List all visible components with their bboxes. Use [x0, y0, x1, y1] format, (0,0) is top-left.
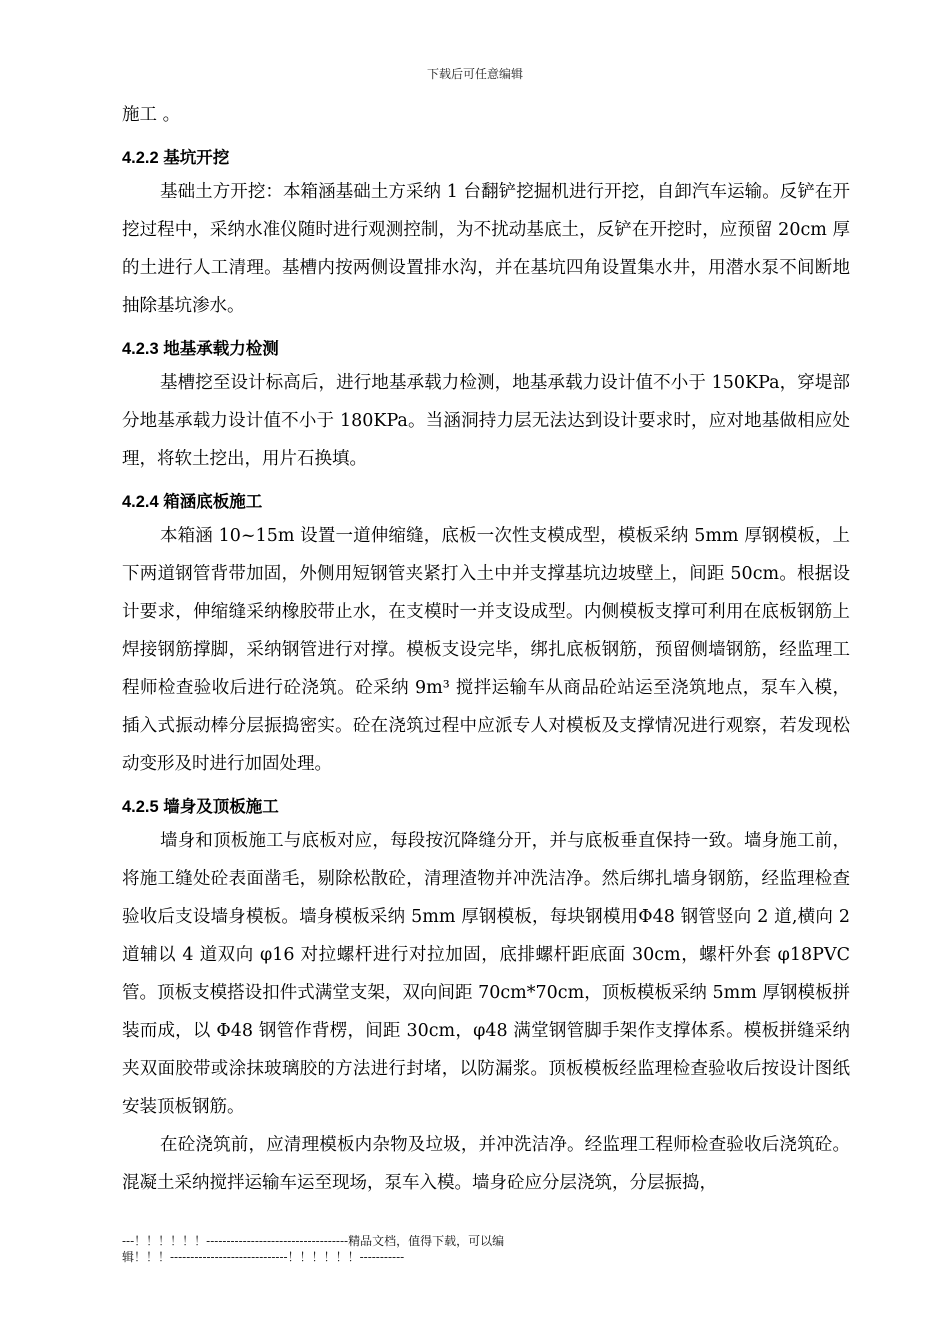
page-header: 下载后可任意编辑	[426, 67, 523, 81]
section-paragraph-4-2-3: 基槽挖至设计标高后，进行地基承载力检测，地基承载力设计值不小于 150KPa，穿堤部分地基承载力设计值不小于 180KPa。当涵洞持力层无法达到设计要求时，应对地基做相应处理，将软土挖出，用片石换填。	[122, 373, 850, 469]
section-heading-4-2-4: 4.2.4 箱涵底板施工	[122, 493, 263, 511]
document-body	[122, 96, 850, 1202]
section-paragraph-4-2-5-b: 在砼浇筑前，应清理模板内杂物及垃圾，并冲洗洁净。经监理工程师检查验收后浇筑砼。混凝土采纳搅拌运输车运至现场，泵车入模。墙身砼应分层浇筑，分层振捣，	[122, 1135, 850, 1193]
footer-line-1: ---！！！！！！-----------------------------------精品文档，值得下载，可以编	[122, 1234, 505, 1248]
intro-text: 施工 。	[122, 105, 181, 125]
footer-line-2: 辑！！！-----------------------------！！！！！！-----------	[122, 1250, 405, 1264]
section-paragraph-4-2-5-a: 墙身和顶板施工与底板对应，每段按沉降缝分开，并与底板垂直保持一致。墙身施工前，将施工缝处砼表面凿毛，剔除松散砼，清理渣物并冲洗洁净。然后绑扎墙身钢筋，经监理检查验收后支设墙身模板。墙身模板采纳 5mm 厚钢模板，每块钢模用Φ48 钢管竖向 2 道,横向 2 道辅以 4 道双向 φ16 对拉螺杆进行对拉加固，底排螺杆距底面 30cm，螺杆外套 φ18PVC 管。顶板支模搭设扣件式满堂支架，双向间距 70cm*70cm，顶板模板采纳 5mm 厚钢模板拼装而成，以 Φ48 钢管作背楞，间距 30cm，φ48 满堂钢管脚手架作支撑体系。模板拼缝采纳夹双面胶带或涂抹玻璃胶的方法进行封堵，以防漏浆。顶板模板经监理检查验收后按设计图纸安装顶板钢筋。	[122, 831, 850, 1117]
section-heading-4-2-5: 4.2.5 墙身及顶板施工	[122, 798, 279, 816]
section-heading-4-2-2: 4.2.2 基坑开挖	[122, 149, 230, 167]
section-heading-4-2-3: 4.2.3 地基承载力检测	[122, 340, 279, 358]
section-paragraph-4-2-4: 本箱涵 10~15m 设置一道伸缩缝，底板一次性支模成型，模板采纳 5mm 厚钢模板，上下两道钢管背带加固，外侧用短钢管夹紧打入土中并支撑基坑边坡壁上，间距 50cm。根据设计要求，伸缩缝采纳橡胶带止水，在支模时一并支设成型。内侧模板支撑可利用在底板钢筋上焊接钢筋撑脚，采纳钢管进行对撑。模板支设完毕，绑扎底板钢筋，预留侧墙钢筋，经监理工程师检查验收后进行砼浇筑。砼采纳 9m³ 搅拌运输车从商品砼站运至浇筑地点，泵车入模，插入式振动棒分层振捣密实。砼在浇筑过程中应派专人对模板及支撑情况进行观察，若发现松动变形及时进行加固处理。	[122, 526, 850, 774]
section-paragraph-4-2-2: 基础土方开挖：本箱涵基础土方采纳 1 台翻铲挖掘机进行开挖，自卸汽车运输。反铲在开挖过程中，采纳水准仪随时进行观测控制，为不扰动基底土，反铲在开挖时，应预留 20cm 厚的土进行人工清理。基槽内按两侧设置排水沟，并在基坑四角设置集水井，用潜水泵不间断地抽除基坑渗水。	[122, 182, 850, 316]
page-footer	[122, 1233, 592, 1265]
